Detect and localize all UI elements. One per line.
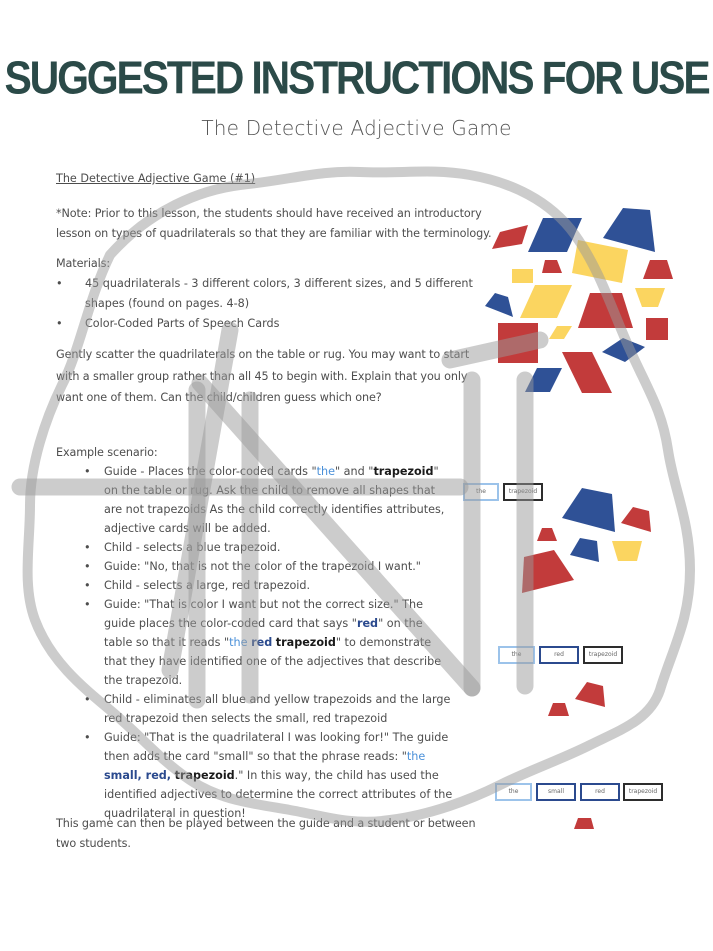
section-heading: The Detective Adjective Game (#1) xyxy=(56,172,256,185)
red-trapezoid-shape xyxy=(522,550,574,593)
step-item: • Child - selects a blue trapezoid. xyxy=(84,538,454,557)
word-the: the xyxy=(316,465,335,478)
small-red-trapezoid-shape xyxy=(574,818,594,829)
step-text: ." In this way, the child has used the identified adjectives to determine the correct attributes of the quadrilateral in question! xyxy=(104,769,453,820)
closing-paragraph: This game can then be played between the guide and a student or between two students. xyxy=(56,817,476,850)
blue-trapezoid-shape xyxy=(570,538,599,562)
blue-trapezoid-shape xyxy=(603,208,655,252)
word-adjective: small, red, xyxy=(104,769,172,782)
page-subtitle: The Detective Adjective Game xyxy=(201,116,512,140)
yellow-trapezoid-shape xyxy=(635,288,665,307)
yellow-parallelogram-shape xyxy=(549,326,572,339)
card-trapezoid: trapezoid xyxy=(583,646,623,664)
example-steps-list xyxy=(84,462,454,823)
red-trapezoid-shape xyxy=(537,528,557,541)
materials-list xyxy=(56,274,476,334)
step-text: Guide: "That is color I want but not the correct size." The guide places the color-coded card that says " xyxy=(104,598,423,630)
red-trapezoid-shape xyxy=(548,703,569,716)
red-trapezoid-shape xyxy=(575,682,605,707)
blue-parallelogram-shape xyxy=(528,218,582,252)
blue-trapezoid-shape xyxy=(562,488,615,532)
page-title: SUGGESTED INSTRUCTIONS FOR USE xyxy=(4,52,709,104)
word-noun: trapezoid xyxy=(373,465,434,478)
materials-item: • 45 quadrilaterals - 3 different colors, 3 different sizes, and 5 different shapes (found on pages. 4-8) xyxy=(56,274,476,314)
red-parallelogram-shape xyxy=(562,352,612,393)
trapezoids-cluster xyxy=(522,488,651,593)
red-square-shape xyxy=(646,318,668,340)
card-the: the xyxy=(495,783,532,801)
step-item xyxy=(84,462,454,538)
card-small: small xyxy=(536,783,576,801)
materials-label: Materials: xyxy=(56,257,111,270)
blue-trapezoid-shape xyxy=(485,293,513,317)
word-noun: trapezoid xyxy=(174,769,235,782)
step-text: " on the table so that it reads " xyxy=(104,617,423,649)
yellow-trapezoid-shape xyxy=(612,541,642,561)
card-trapezoid: trapezoid xyxy=(623,783,663,801)
step-item: • Child - eliminates all blue and yellow trapezoids and the large red trapezoid then selects the small, red trapezoid xyxy=(84,690,454,728)
scattered-quadrilaterals-cluster xyxy=(485,208,673,393)
red-trapezoid-shape xyxy=(621,507,651,532)
note-paragraph xyxy=(56,204,496,244)
yellow-parallelogram-shape xyxy=(520,285,572,318)
step-item xyxy=(84,728,454,823)
red-trapezoid-shape xyxy=(542,260,562,273)
card-red: red xyxy=(580,783,620,801)
word-the: the xyxy=(406,750,426,763)
word-noun: trapezoid xyxy=(275,636,336,649)
step-text: " on the table or rug. Ask the child to remove all shapes that are not trapezoids As the child correctly identifies attributes, adjective cards will be added. xyxy=(104,465,445,535)
example-label: Example scenario: xyxy=(56,446,158,459)
step-text: Guide: "That is the quadrilateral I was looking for!" The guide then adds the card "small" so that the phrase reads: " xyxy=(104,731,449,763)
word-the: the xyxy=(229,636,248,649)
note-text: *Note: Prior to this lesson, the students should have received an introductory lesson on types of quadrilaterals so that they are familiar with the terminology. xyxy=(56,207,492,240)
step-item xyxy=(84,595,454,690)
step-text: Guide - Places the color-coded cards " xyxy=(104,465,317,478)
word-adjective: red xyxy=(356,617,379,630)
blue-parallelogram-shape xyxy=(602,338,645,362)
red-trapezoids-cluster xyxy=(548,682,605,716)
blue-parallelogram-shape xyxy=(525,368,562,392)
card-the: the xyxy=(498,646,535,664)
card-trapezoid: trapezoid xyxy=(503,483,543,501)
word-adjective: red xyxy=(251,636,273,649)
card-the: the xyxy=(463,483,499,501)
scatter-paragraph: Gently scatter the quadrilaterals on the table or rug. You may want to start with a smaller group rather than all 45 to begin with. Explain that you only want one of them. Can the child/children guess which one? xyxy=(56,348,470,404)
red-trapezoid-shape xyxy=(578,293,633,328)
card-red: red xyxy=(539,646,579,664)
yellow-square-shape xyxy=(572,240,628,283)
red-square-shape xyxy=(498,323,538,363)
step-text: " to demonstrate that they have identified one of the adjectives that describe the trapezoid. xyxy=(104,636,442,687)
step-item: • Guide: "No, that is not the color of the trapezoid I want." xyxy=(84,557,454,576)
step-item: • Child - selects a large, red trapezoid. xyxy=(84,576,454,595)
step-text: " and " xyxy=(334,465,374,478)
materials-item: • Color-Coded Parts of Speech Cards xyxy=(56,314,476,334)
yellow-rectangle-shape xyxy=(512,269,533,283)
red-trapezoid-shape xyxy=(643,260,673,279)
red-parallelogram-shape xyxy=(492,225,528,249)
